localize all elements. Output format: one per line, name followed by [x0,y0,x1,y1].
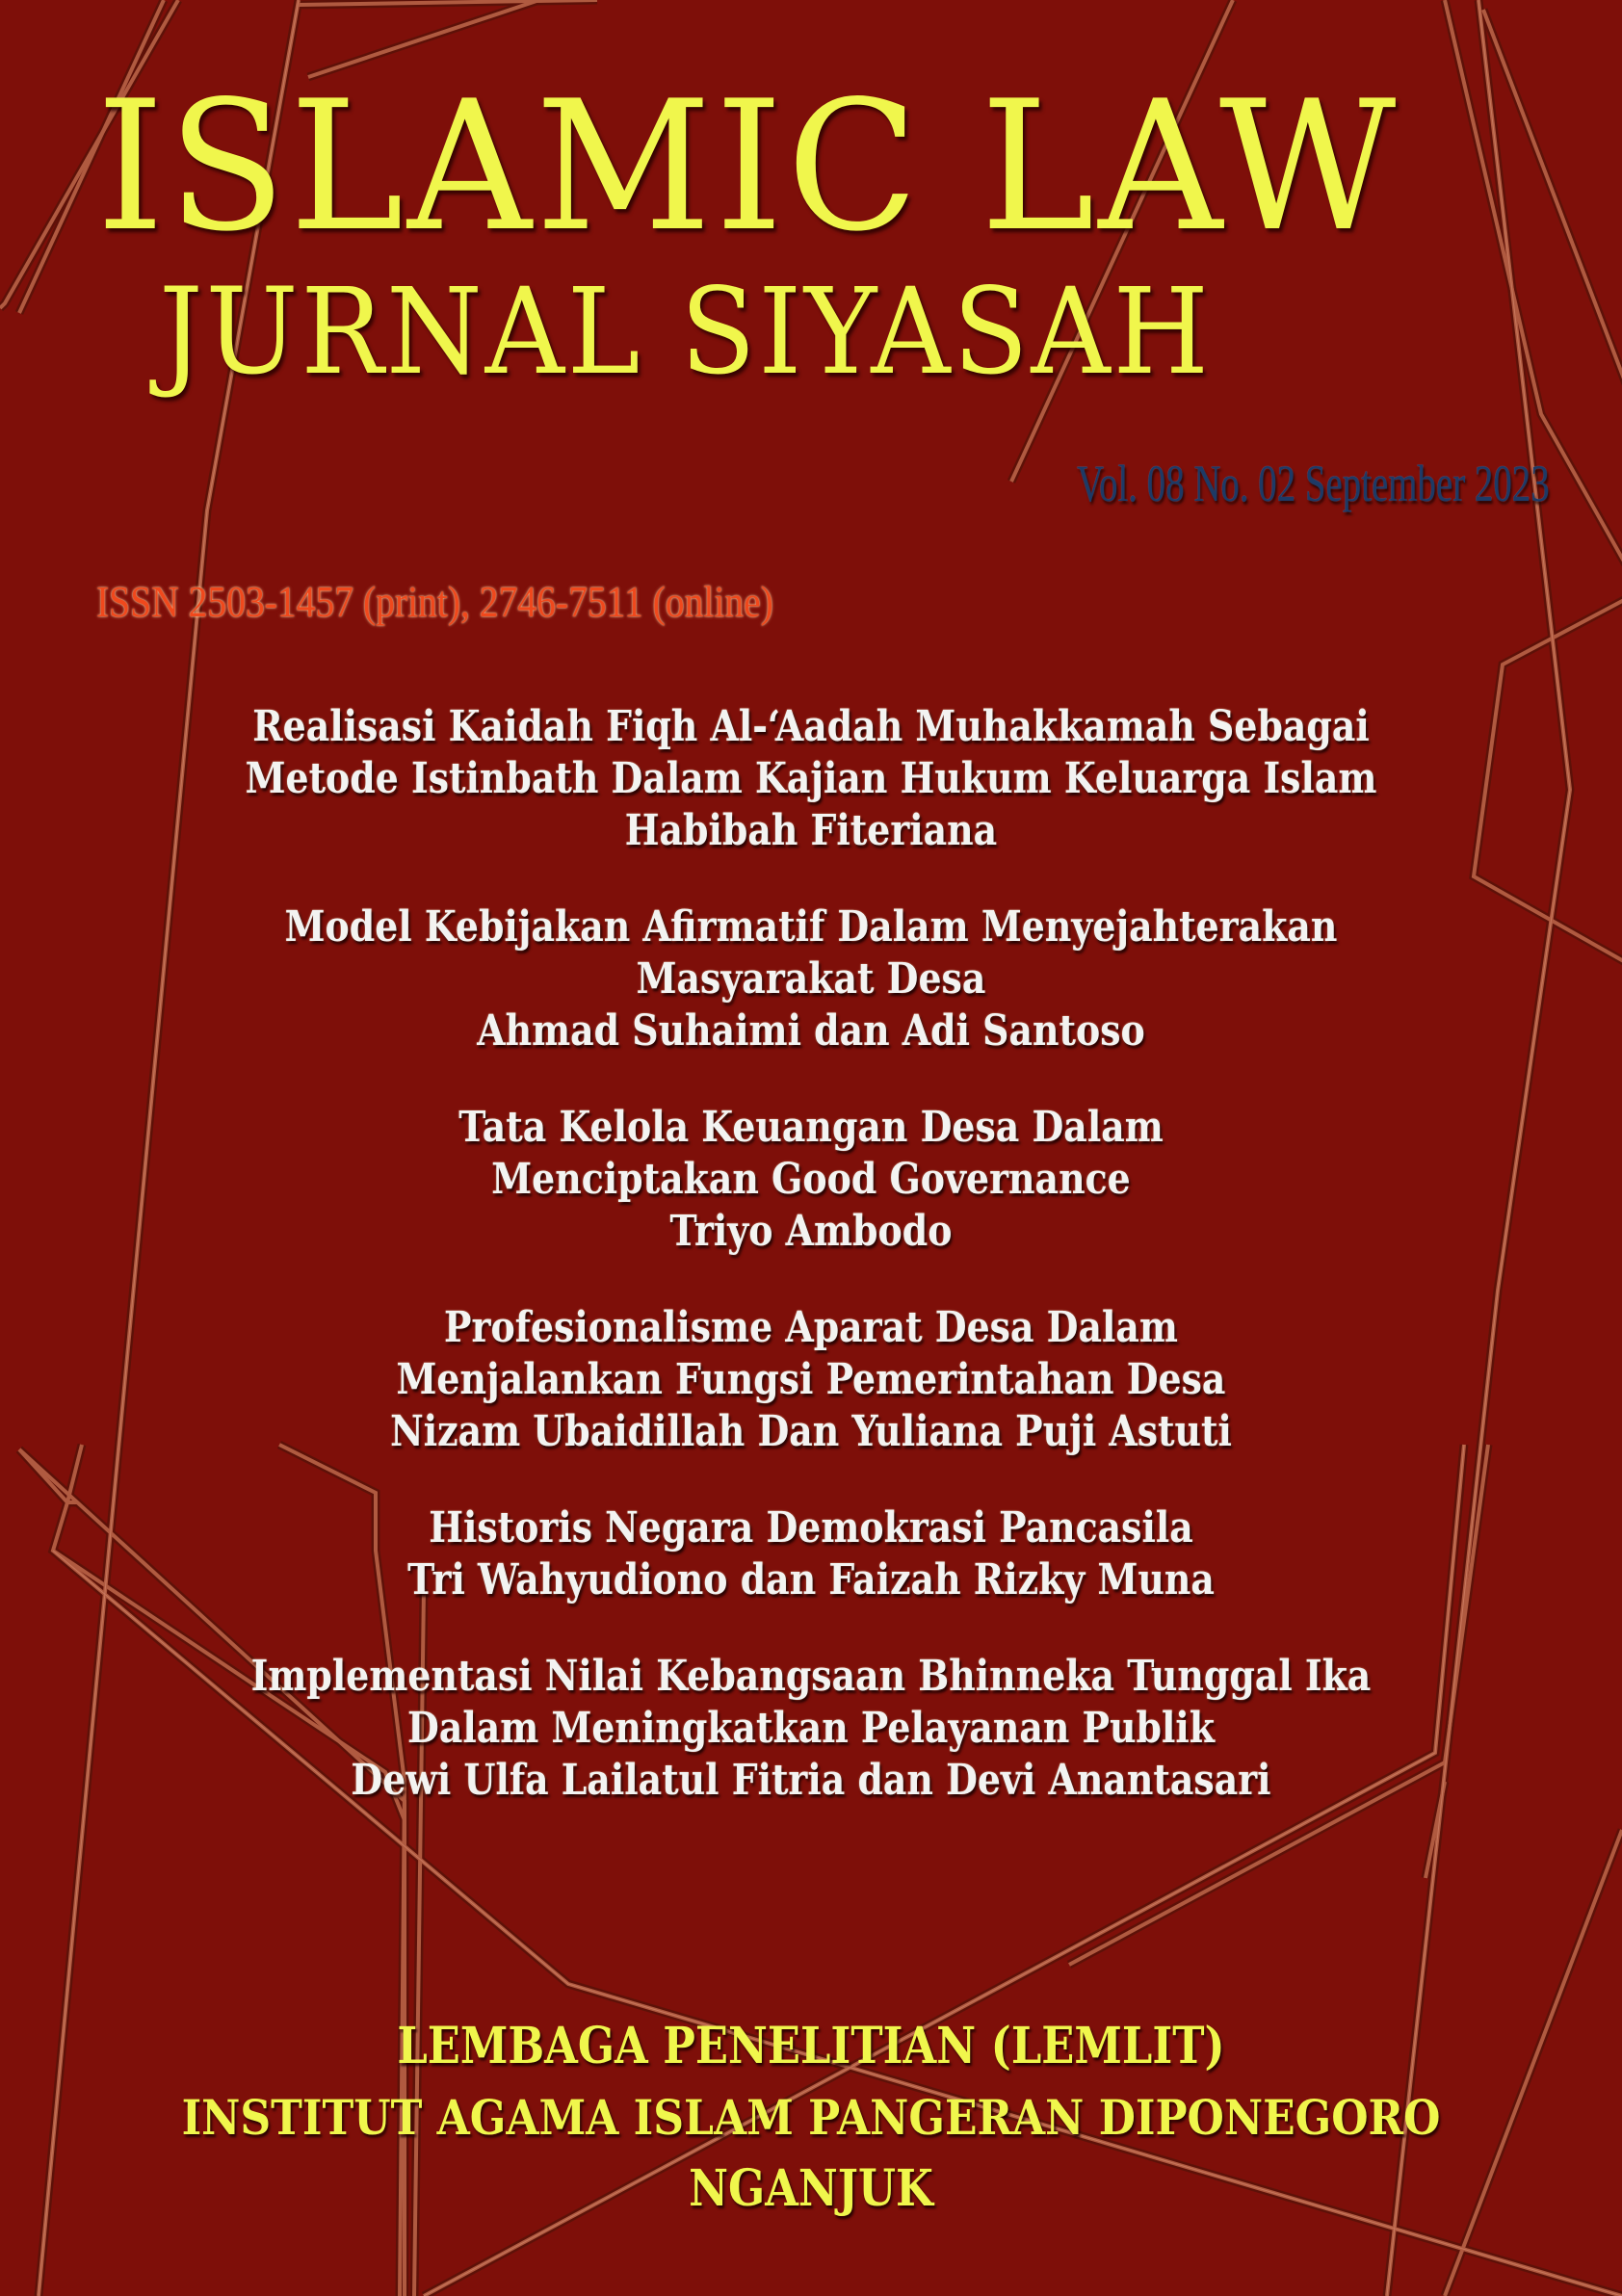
table-of-contents [0,701,1622,1851]
article-entry [0,1302,1622,1458]
volume-issue-date: Vol. 08 No. 02 September 2023 [1077,455,1550,512]
issn-numbers: ISSN 2503-1457 (print), 2746-7511 (online) [96,577,773,626]
article-title-line: Implementasi Nilai Kebangsaan Bhinneka Tunggal Ika [250,1652,1372,1701]
publisher-institute-unit: LEMBAGA PENELITIAN (LEMLIT) [397,2017,1225,2075]
article-entry [0,701,1622,857]
article-authors: Ahmad Suhaimi dan Adi Santoso [477,1006,1145,1056]
article-authors: Habibah Fiteriana [624,806,998,855]
article-title-line: Model Kebijakan Afirmatif Dalam Menyejahterakan [284,902,1338,952]
article-authors: Dewi Ulfa Lailatul Fitria dan Devi Anantasari [351,1756,1271,1805]
article-authors: Nizam Ubaidillah Dan Yuliana Puji Astuti [390,1407,1232,1456]
publisher-institution: INSTITUT AGAMA ISLAM PANGERAN DIPONEGORO [181,2089,1441,2146]
article-authors: Triyo Ambodo [669,1207,953,1256]
publisher-block [0,2011,1622,2225]
article-title-line: Profesionalisme Aparat Desa Dalam [444,1303,1178,1352]
article-title-line: Realisasi Kaidah Fiqh Al-‘Aadah Muhakkamah Sebagai [252,702,1370,751]
article-title-line: Dalam Meningkatkan Pelayanan Publik [407,1704,1215,1753]
article-title-line: Tata Kelola Keuangan Desa Dalam [458,1103,1164,1152]
article-entry [0,1102,1622,1258]
article-title-line: Historis Negara Demokrasi Pancasila [429,1503,1193,1552]
publisher-city: NGANJUK [689,2159,933,2218]
article-title-line: Menciptakan Good Governance [491,1155,1131,1204]
article-entry [0,1502,1622,1606]
article-title-line: Masyarakat Desa [636,954,986,1004]
article-entry [0,901,1622,1057]
article-title-line: Menjalankan Fungsi Pemerintahan Desa [396,1355,1226,1404]
article-authors: Tri Wahyudiono dan Faizah Rizky Muna [407,1555,1215,1605]
article-title-line: Metode Istinbath Dalam Kajian Hukum Keluarga Islam [245,754,1377,803]
journal-title: ISLAMIC LAW [96,62,1400,271]
journal-subtitle: JURNAL SIYASAH [159,263,1212,402]
article-entry [0,1651,1622,1807]
